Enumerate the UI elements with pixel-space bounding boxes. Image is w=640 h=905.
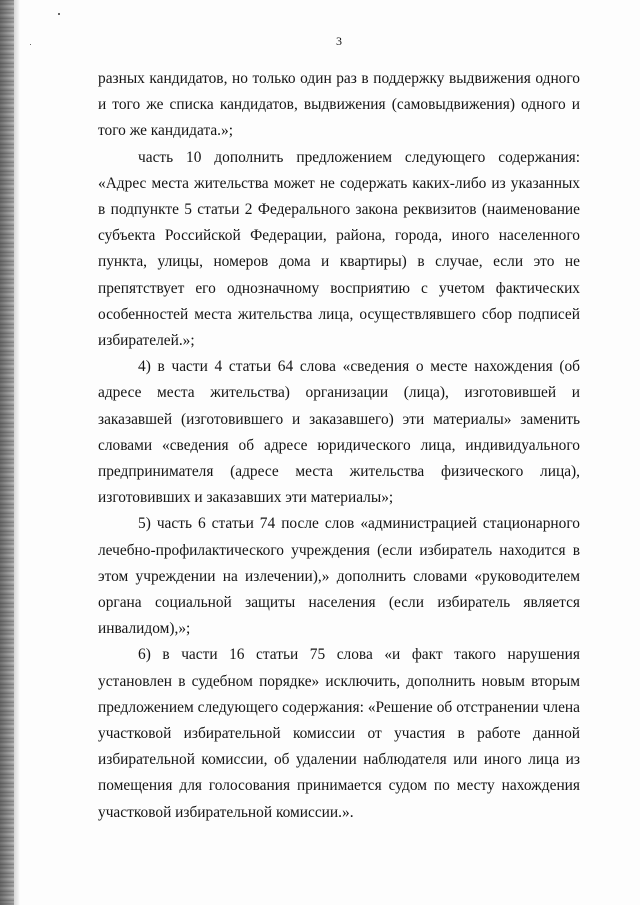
paragraph: часть 10 дополнить предложением следующего содержания: «Адрес места жительства может не содержать каких-либо из указанных в подпункте 5 статьи 2 Федерального закона реквизитов (наименование субъекта Российской Федерации, района, города, иного населенного пункта, улицы, номеров дома и квартиры) в случае, если это не препятствует его однозначному восприятию с учетом фактических особенностей места жительства лица, осуществлявшего сбор подписей избирателей.»; (98, 148, 580, 350)
paragraph: 4) в части 4 статьи 64 слова «сведения о месте нахождения (об адресе места жительства) организации (лица), изготовившей и заказавшей (изготовившего и заказавшего) эти материалы» заменить словами «сведения об адресе юридического лица, индивидуального предпринимателя (адресе места жительства физического лица), изготовивших и заказавших эти материалы»; (98, 358, 580, 507)
scan-edge-shadow (0, 0, 14, 905)
scan-speck (58, 13, 60, 15)
document-body (98, 66, 580, 826)
scan-speck (30, 44, 31, 45)
paragraph: 6) в части 16 статьи 75 слова «и факт такого нарушения установлен в судебном порядке» исключить, дополнить новым вторым предложением следующего содержания: «Решение об отстранении члена участковой избирательной комиссии от участия в работе данной избирательной комиссии, об удалении наблюдателя или иного лица из помещения для голосования принимается судом по месту нахождения участковой избирательной комиссии.». (98, 646, 580, 821)
page-number: 3 (336, 34, 342, 48)
paragraph: 5) часть 6 статьи 74 после слов «администрацией стационарного лечебно-профилактического учреждения (если избиратель находится в этом учреждении на излечении),» дополнить словами «руководителем органа социальной защиты населения (если избиратель является инвалидом),»; (98, 515, 580, 638)
paragraph: разных кандидатов, но только один раз в поддержку выдвижения одного и того же списка кандидатов, выдвижения (самовыдвижения) одного и того же кандидата.»; (98, 70, 580, 140)
